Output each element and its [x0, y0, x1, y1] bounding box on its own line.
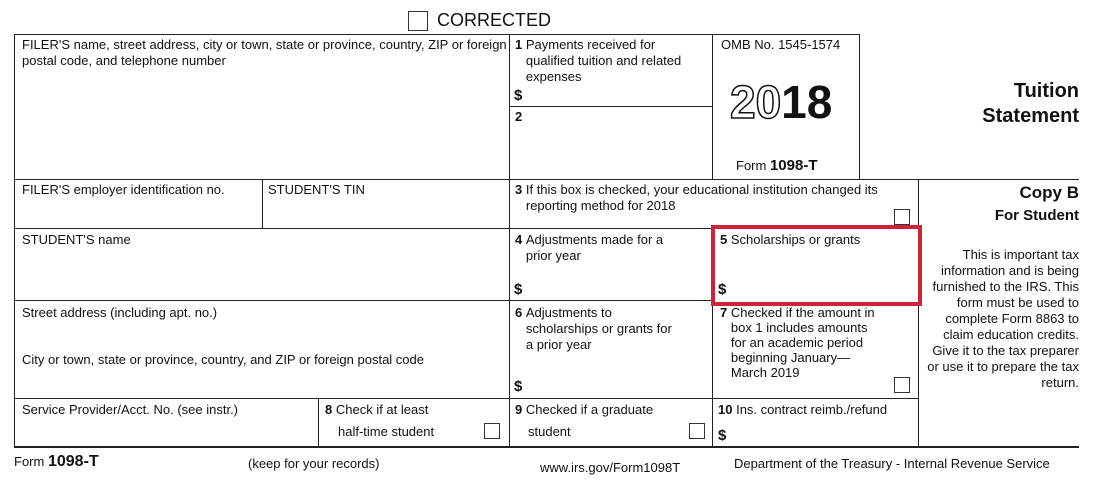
- student-name-field[interactable]: [22, 250, 502, 296]
- line-row2: [14, 179, 1079, 180]
- service-provider-label: Service Provider/Acct. No. (see instr.): [22, 402, 239, 417]
- footer-url: www.irs.gov/Form1098T: [540, 460, 681, 475]
- filer-ein-label: FILER'S employer identification no.: [22, 182, 225, 197]
- box7-label: 7 Checked if the amount in box 1 includes amounts for an academic period beginning January— March 2019: [720, 305, 875, 380]
- street-field[interactable]: [22, 322, 502, 344]
- col-divider-omb: [712, 34, 713, 179]
- tax-year: 2018: [730, 76, 833, 128]
- copy-note: This is important tax information and is being furnished to the IRS. This form must be used to complete Form 8863 to claim education credits. Give it to the tax preparer or use it to prepare the tax return.: [927, 247, 1079, 390]
- box7-checkbox[interactable]: [894, 377, 910, 393]
- omb-number: OMB No. 1545-1574: [721, 37, 841, 52]
- box6-dollar: $: [514, 378, 523, 395]
- student-name-label: STUDENT'S name: [22, 232, 131, 247]
- col-divider-box8: [318, 398, 319, 447]
- form-title: Tuition Statement: [982, 80, 1079, 127]
- box8-label: 8 Check if at least: [325, 402, 429, 417]
- filer-name-label: FILER'S name, street address, city or town, state or province, country, ZIP or foreign postal code, and telephone number: [22, 37, 507, 68]
- col-divider-1: [509, 34, 510, 447]
- footer-keep-note: (keep for your records): [248, 456, 380, 471]
- box5-highlight: [711, 225, 922, 306]
- line-row4: [14, 300, 712, 301]
- box1-amount-field[interactable]: [530, 82, 705, 104]
- footer-form-name: Form 1098-T: [14, 453, 99, 470]
- box4-label: 4 Adjustments made for a prior year: [515, 232, 664, 263]
- col-divider-omb-right: [859, 34, 860, 179]
- box1-label: 1 Payments received for qualified tuition and related expenses: [515, 37, 682, 84]
- box6-label: 6 Adjustments to scholarships or grants for a prior year: [515, 305, 672, 352]
- box1-dollar: $: [514, 87, 523, 104]
- form-name-top: Form 1098-T: [736, 157, 818, 174]
- box8-label-2: half-time student: [338, 424, 435, 439]
- top-border: [14, 34, 860, 35]
- box5-dollar: $: [718, 281, 727, 298]
- box5-label: 5 Scholarships or grants: [720, 232, 861, 247]
- box3-checkbox[interactable]: [894, 209, 910, 225]
- bottom-border: [14, 446, 1079, 448]
- street-label: Street address (including apt. no.): [22, 305, 218, 320]
- box4-dollar: $: [514, 281, 523, 298]
- city-label: City or town, state or province, country, and ZIP or foreign postal code: [22, 352, 424, 367]
- col-divider-tin: [262, 179, 263, 228]
- filer-name-field[interactable]: [22, 75, 502, 175]
- line-box1-box2: [509, 106, 712, 107]
- box8-checkbox[interactable]: [484, 423, 500, 439]
- box10-label: 10 Ins. contract reimb./refund: [718, 402, 888, 417]
- service-provider-field[interactable]: [22, 420, 312, 442]
- box10-dollar: $: [718, 427, 727, 444]
- filer-ein-field[interactable]: [22, 200, 257, 225]
- line-row5: [14, 398, 918, 399]
- footer-department: Department of the Treasury - Internal Revenue Service: [734, 456, 1050, 471]
- box2-label: 2: [515, 109, 523, 124]
- box9-label-2: student: [528, 424, 571, 439]
- box6-amount-field[interactable]: [530, 373, 705, 395]
- box9-checkbox[interactable]: [689, 423, 705, 439]
- box9-label: 9 Checked if a graduate: [515, 402, 654, 417]
- box4-amount-field[interactable]: [530, 276, 705, 298]
- left-border: [14, 34, 15, 447]
- col-divider-copy: [918, 179, 919, 447]
- corrected-checkbox[interactable]: [408, 11, 428, 31]
- corrected-label: CORRECTED: [437, 10, 552, 30]
- city-field[interactable]: [22, 370, 502, 394]
- student-tin-label: STUDENT'S TIN: [268, 182, 365, 197]
- box10-amount-field[interactable]: [734, 422, 909, 444]
- copy-subtitle: For Student: [994, 207, 1079, 224]
- box3-label: 3 If this box is checked, your educational institution changed its reporting method for 2018: [515, 182, 878, 213]
- student-tin-field[interactable]: [268, 200, 503, 225]
- box2-field[interactable]: [515, 125, 705, 175]
- copy-title: Copy B: [1019, 183, 1079, 202]
